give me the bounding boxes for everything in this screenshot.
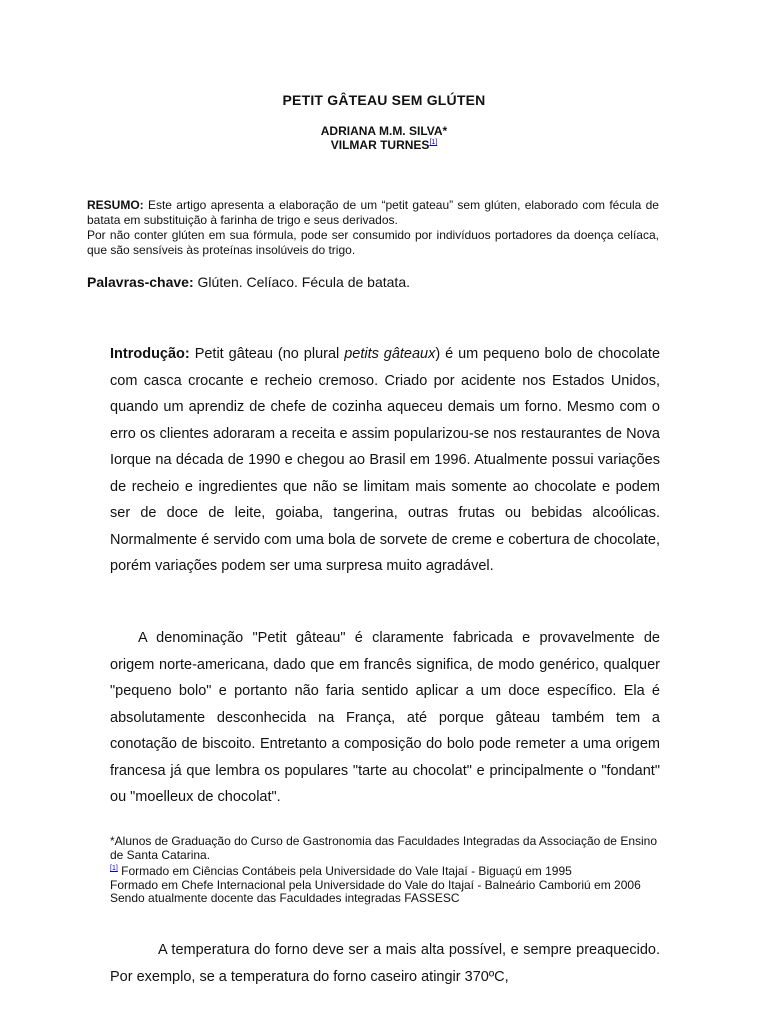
introduction-italic: petits gâteaux (344, 346, 436, 362)
keywords (87, 273, 687, 291)
footnote: Formado em Chefe Internacional pela Universidade do Vale do Itajaí - Balneário Camboriú em 2006 (110, 877, 641, 892)
body-paragraph (110, 625, 660, 811)
author-name: ADRIANA M.M. SILVA* (320, 124, 448, 138)
author-name (0, 138, 768, 152)
author-name-text: VILMAR TURNES (330, 138, 430, 152)
abstract-text: Por não conter glúten em sua fórmula, pode ser consumido por indivíduos portadores da doença celíaca, que são sensíveis às proteínas insolúveis do trigo. (87, 228, 659, 257)
footnote-link[interactable]: [1] (110, 865, 118, 872)
document-title: PETIT GÂTEAU SEM GLÚTEN (282, 92, 486, 108)
body-paragraph (110, 937, 660, 990)
keywords-text: Glúten. Celíaco. Fécula de batata. (197, 274, 410, 290)
keywords-label: Palavras-chave: (87, 274, 194, 290)
footnotes (110, 835, 662, 906)
abstract-text: Este artigo apresenta a elaboração de um “petit gateau” sem glúten, elaborado com fécula de batata em substituição à farinha de trigo e seus derivados. (87, 198, 659, 227)
footnote: Sendo atualmente docente das Faculdades integradas FASSESC (110, 891, 460, 905)
abstract-label: RESUMO: (87, 198, 144, 212)
introduction-label: Introdução: (110, 346, 190, 362)
paragraph-text: A denominação "Petit gâteau" é claramente fabricada e provavelmente de origem norte-americana, dado que em francês significa, de modo genérico, qualquer "pequeno bolo" e portanto não faria sentido aplicar a um doce específico. Ela é absolutamente desconhecida na França, até porque gâteau também tem a conotação de biscoito. Entretanto a composição do bolo pode remeter a uma origem francesa já que lembra os populares "tarte au chocolat" e principalmente o "fondant" ou "moelleux de chocolat". (110, 630, 660, 805)
paragraph-text: A temperatura do forno deve ser a mais alta possível, e sempre preaquecido. Por exemplo, se a temperatura do forno caseiro atingir 370ºC, (110, 942, 660, 985)
footnote (110, 862, 662, 879)
footnote: *Alunos de Graduação do Curso de Gastronomia das Faculdades Integradas da Associação de Ensino de Santa Catarina. (110, 834, 658, 862)
introduction-paragraph (110, 341, 660, 580)
introduction-text: ) é um pequeno bolo de chocolate com casca crocante e recheio cremoso. Criado por acidente nos Estados Unidos, quando um aprendiz de chefe de cozinha aqueceu demais um forno. Mesmo com o erro os clientes adoraram a receita e assim popularizou-se nos restaurantes de Nova Iorque na década de 1990 e chegou ao Brasil em 1996. Atualmente possui variações de recheio e ingredientes que não se limitam mais somente ao chocolate e podem ser de doce de leite, goiaba, tangerina, outras frutas ou bebidas alcoólicas. Normalmente é servido com uma bola de sorvete de creme e cobertura de chocolate, porém variações podem ser uma surpresa muito agradável. (110, 346, 661, 574)
introduction-text: Petit gâteau (no plural (194, 346, 340, 362)
footnote-link[interactable]: [1] (429, 139, 438, 146)
footnote-text: Formado em Ciências Contábeis pela Universidade do Vale Itajaí - Biguaçú em 1995 (121, 864, 572, 878)
abstract (87, 198, 659, 258)
